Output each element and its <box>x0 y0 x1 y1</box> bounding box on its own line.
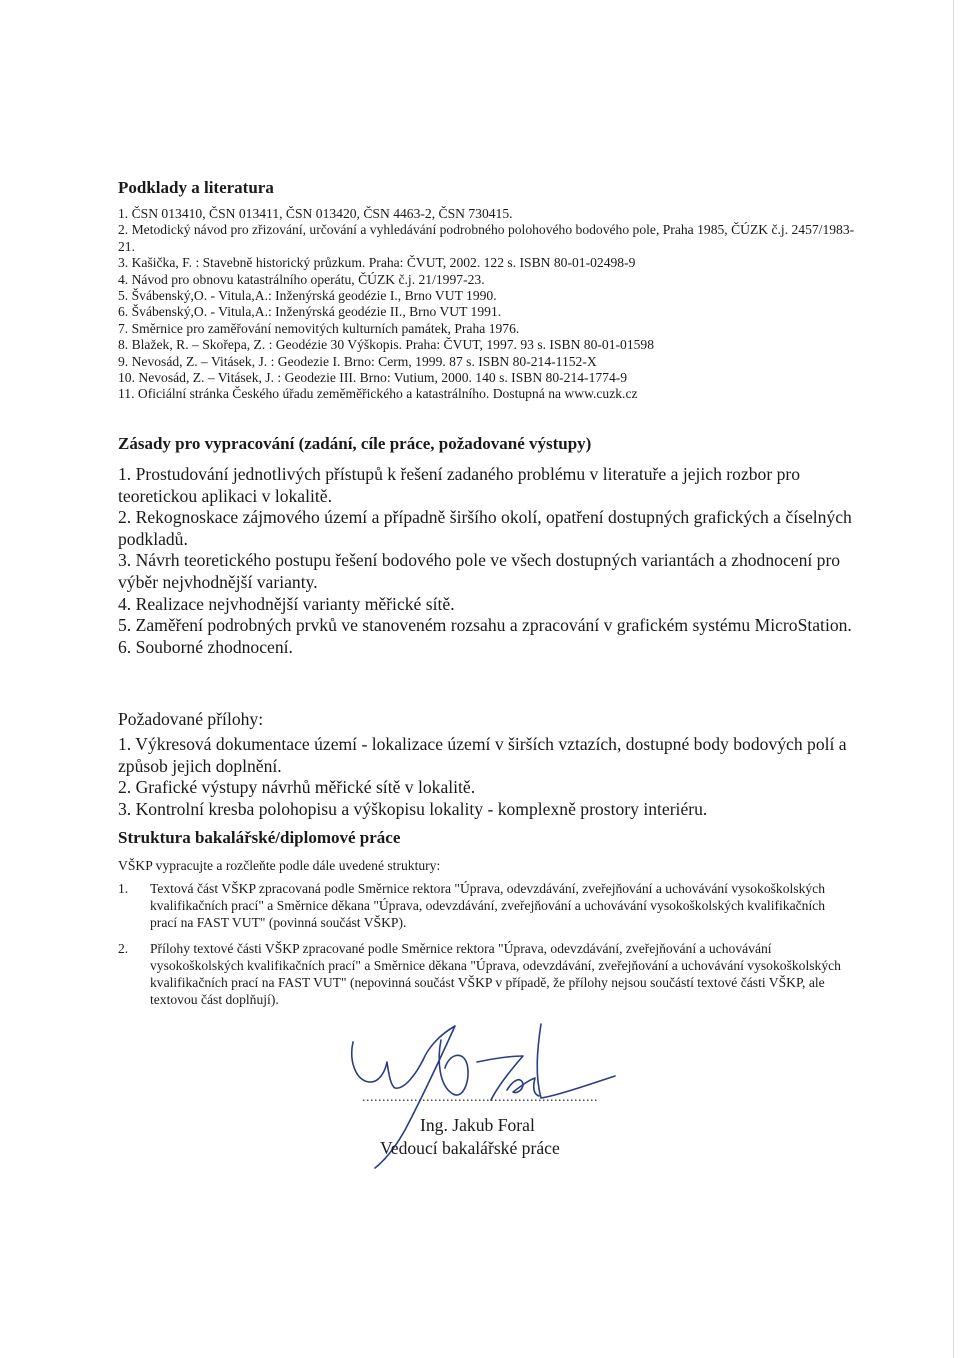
section-heading-zasady: Zásady pro vypracování (zadání, cíle práce, požadované výstupy) <box>118 434 592 453</box>
literature-item: 1. ČSN 013410, ČSN 013411, ČSN 013420, ČSN 4463-2, ČSN 730415. <box>118 206 513 221</box>
literature-item: 6. Švábenský,O. - Vitula,A.: Inženýrská geodézie II., Brno VUT 1991. <box>118 304 502 320</box>
literature-item: 9. Nevosád, Z. – Vitásek, J. : Geodezie I. Brno: Cerm, 1999. 87 s. ISBN 80-214-1152-X <box>118 353 597 369</box>
structure-item <box>118 880 848 931</box>
literature-item: 8. Blažek, R. – Skořepa, Z. : Geodézie 30 Výškopis. Praha: ČVUT, 1997. 93 s. ISBN 80-01-01598 <box>118 337 655 353</box>
attachment-item: 1. Výkresová dokumentace území - lokalizace území v širších vztazích, dostupné body bodových polí a způsob jejich doplnění. <box>118 734 847 776</box>
section-heading-struktura: Struktura bakalářské/diplomové práce <box>118 828 401 847</box>
literature-item: 4. Návod pro obnovu katastrálního operátu, ČÚZK č.j. 21/1997-23. <box>118 271 485 287</box>
structure-item <box>118 940 848 1008</box>
literature-item: 7. Směrnice pro zaměřování nemovitých kulturních památek, Praha 1976. <box>118 320 520 336</box>
attachments-list <box>118 734 858 820</box>
signature-line: ........................................................... <box>362 1090 598 1105</box>
assignment-item: 2. Rekognoskace zájmového území a případně širšího okolí, opatření dostupných grafických a číselných podkladů. <box>118 507 852 549</box>
literature-item: 3. Kašička, F. : Stavebně historický průzkum. Praha: ČVUT, 2002. 122 s. ISBN 80-01-02498-9 <box>118 255 636 271</box>
assignment-list <box>118 464 856 658</box>
section-heading-podklady: Podklady a literatura <box>118 178 274 197</box>
literature-list <box>118 206 858 403</box>
signatory-name: Ing. Jakub Foral <box>420 1115 535 1135</box>
assignment-item: 6. Souborné zhodnocení. <box>118 636 293 657</box>
structure-item-text: Přílohy textové části VŠKP zpracované podle Směrnice rektora "Úprava, odevzdávání, zveřejňování a uchovávání vysokoškolských kvalifikačních prací" a Směrnice děkana "Úprava, odevzdávání, zveřejňování a uchovávání vysokoškolských kvalifikačních prací na FAST VUT" (nepovinná součást VŠKP v případě, že přílohy nejsou součástí textové části VŠKP, ale textovou část doplňují). <box>150 941 841 1007</box>
attachment-item: 3. Kontrolní kresba polohopisu a výškopisu lokality - komplexně prostory interiéru. <box>118 798 708 819</box>
literature-item: 11. Oficiální stránka Českého úřadu zeměměřického a katastrálního. Dostupná na www.cuzk.cz <box>118 386 638 402</box>
attachment-item: 2. Grafické výstupy návrhů měřické sítě v lokalitě. <box>118 777 476 798</box>
structure-item-text: Textová část VŠKP zpracovaná podle Směrnice rektora "Úprava, odevzdávání, zveřejňování a uchovávání vysokoškolských kvalifikačních prací" a Směrnice děkana "Úprava, odevzdávání, zveřejňování a uchovávání vysokoškolských kvalifikačních prací na FAST VUT" (povinná součást VŠKP). <box>150 881 826 930</box>
structure-item-number: 2. <box>118 941 129 956</box>
structure-item-number: 1. <box>118 881 129 896</box>
literature-item: 10. Nevosád, Z. – Vitásek, J. : Geodezie III. Brno: Vutium, 2000. 140 s. ISBN 80-214-1774-9 <box>118 370 628 386</box>
assignment-item: 4. Realizace nejvhodnější varianty měřické sítě. <box>118 593 455 614</box>
assignment-item: 1. Prostudování jednotlivých přístupů k řešení zadaného problému v literatuře a jejich rozbor pro teoretickou aplikaci v lokalitě. <box>118 464 801 506</box>
signatory-role: Vedoucí bakalářské práce <box>380 1138 560 1158</box>
structure-intro: VŠKP vypracujte a rozčleňte podle dále uvedené struktury: <box>118 858 441 873</box>
structure-list <box>118 880 848 1017</box>
literature-item: 2. Metodický návod pro zřizování, určování a vyhledávání podrobného polohového bodového pole, Praha 1985, ČÚZK č.j. 2457/1983-21. <box>118 222 855 254</box>
assignment-item: 3. Návrh teoretického postupu řešení bodového pole ve všech dostupných variantách a zhodnocení pro výběr nejvhodnější varianty. <box>118 550 841 592</box>
attachments-title: Požadované přílohy: <box>118 709 264 729</box>
assignment-item: 5. Zaměření podrobných prvků ve stanoveném rozsahu a zpracování v grafickém systému MicroStation. <box>118 615 852 636</box>
literature-item: 5. Švábenský,O. - Vitula,A.: Inženýrská geodézie I., Brno VUT 1990. <box>118 288 497 304</box>
